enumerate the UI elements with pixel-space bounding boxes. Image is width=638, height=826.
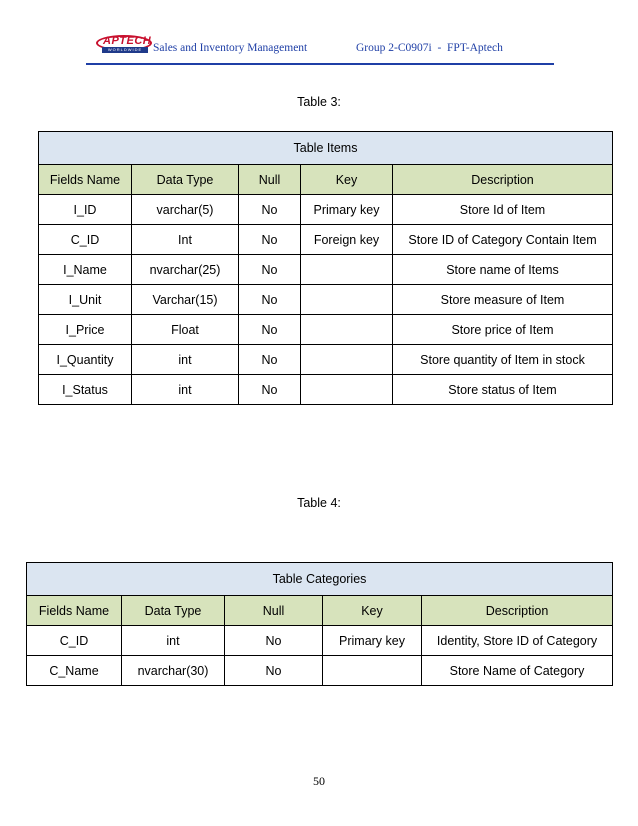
cell-key (323, 656, 422, 686)
cell-type: Float (132, 315, 239, 345)
table-categories-title: Table Categories (27, 563, 613, 596)
cell-field: I_Status (39, 375, 132, 405)
header-group: Group 2-C0907i - FPT-Aptech (356, 42, 503, 54)
table-row (39, 345, 613, 375)
aptech-logo (96, 35, 154, 55)
col-header-data-type: Data Type (132, 165, 239, 195)
table-row (39, 225, 613, 255)
cell-field: C_Name (27, 656, 122, 686)
col-header-null: Null (239, 165, 301, 195)
cell-key: Primary key (301, 195, 393, 225)
cell-null: No (239, 315, 301, 345)
cell-description: Store name of Items (393, 255, 613, 285)
cell-key (301, 315, 393, 345)
col-header-fields-name: Fields Name (27, 596, 122, 626)
col-header-key: Key (323, 596, 422, 626)
cell-description: Store quantity of Item in stock (393, 345, 613, 375)
cell-null: No (239, 345, 301, 375)
cell-field: C_ID (27, 626, 122, 656)
cell-description: Store status of Item (393, 375, 613, 405)
cell-type: int (122, 626, 225, 656)
cell-description: Store measure of Item (393, 285, 613, 315)
header-title: Sales and Inventory Management (153, 42, 308, 54)
col-header-key: Key (301, 165, 393, 195)
cell-null: No (239, 195, 301, 225)
table-row (39, 375, 613, 405)
cell-type: Int (132, 225, 239, 255)
col-header-null: Null (225, 596, 323, 626)
logo-subtext: WORLDWIDE (102, 47, 148, 53)
table-items (38, 131, 613, 405)
cell-description: Store ID of Category Contain Item (393, 225, 613, 255)
cell-field: I_Name (39, 255, 132, 285)
table-title-row (39, 132, 613, 165)
cell-type: varchar(5) (132, 195, 239, 225)
cell-key (301, 285, 393, 315)
table-title-row (27, 563, 613, 596)
col-header-description: Description (393, 165, 613, 195)
table-categories (26, 562, 613, 686)
table-row (39, 315, 613, 345)
cell-description: Store Id of Item (393, 195, 613, 225)
cell-null: No (239, 225, 301, 255)
table-row (39, 285, 613, 315)
cell-null: No (239, 375, 301, 405)
table-items-title: Table Items (39, 132, 613, 165)
cell-description: Store price of Item (393, 315, 613, 345)
cell-null: No (225, 626, 323, 656)
cell-field: I_Unit (39, 285, 132, 315)
cell-field: C_ID (39, 225, 132, 255)
cell-key (301, 375, 393, 405)
page-number: 50 (313, 774, 325, 788)
cell-key: Primary key (323, 626, 422, 656)
table-row (27, 656, 613, 686)
cell-key (301, 255, 393, 285)
table-row (39, 195, 613, 225)
cell-field: I_Quantity (39, 345, 132, 375)
cell-key: Foreign key (301, 225, 393, 255)
cell-type: nvarchar(25) (132, 255, 239, 285)
logo-text: APTECH (103, 35, 152, 47)
cell-description: Store Name of Category (422, 656, 613, 686)
cell-type: int (132, 375, 239, 405)
table-row (39, 255, 613, 285)
cell-type: nvarchar(30) (122, 656, 225, 686)
cell-type: Varchar(15) (132, 285, 239, 315)
col-header-description: Description (422, 596, 613, 626)
cell-null: No (239, 285, 301, 315)
cell-field: I_Price (39, 315, 132, 345)
cell-description: Identity, Store ID of Category (422, 626, 613, 656)
cell-type: int (132, 345, 239, 375)
table-row (27, 626, 613, 656)
cell-field: I_ID (39, 195, 132, 225)
cell-key (301, 345, 393, 375)
table-header-row (27, 596, 613, 626)
cell-null: No (239, 255, 301, 285)
table-header-row (39, 165, 613, 195)
col-header-fields-name: Fields Name (39, 165, 132, 195)
header-rule (86, 63, 554, 65)
cell-null: No (225, 656, 323, 686)
page-header (86, 33, 554, 65)
table3-caption: Table 3: (297, 95, 341, 109)
col-header-data-type: Data Type (122, 596, 225, 626)
table4-caption: Table 4: (297, 496, 341, 510)
